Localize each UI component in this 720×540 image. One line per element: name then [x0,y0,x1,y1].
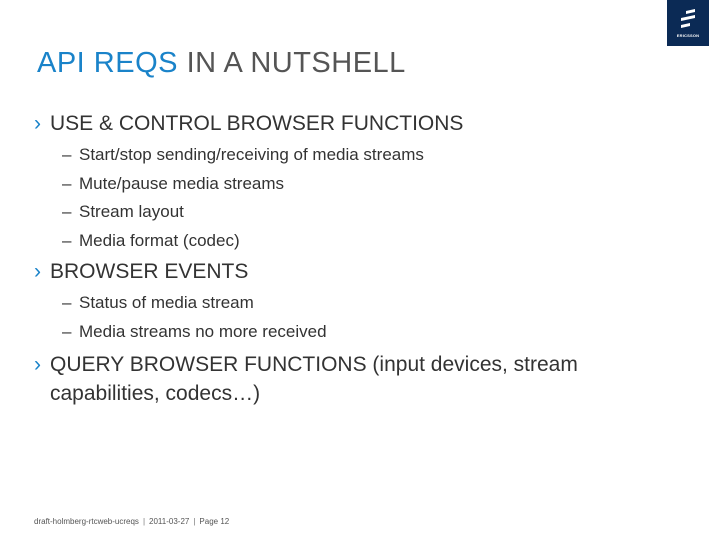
dash-icon: – [62,174,72,193]
chevron-right-icon: › [34,112,41,135]
bullet-text: QUERY BROWSER FUNCTIONS (input devices, stream [50,353,578,376]
bullet-item [34,258,248,286]
ericsson-logo [667,0,709,46]
footer-separator: | [142,517,146,526]
slide-footer [34,517,229,526]
sub-bullet-text: Media streams no more received [79,322,327,341]
bullet-text: BROWSER EVENTS [50,260,249,283]
footer-doc: draft-holmberg-rtcweb-ucreqs [34,517,139,526]
dash-icon: – [62,145,72,164]
dash-icon: – [62,231,72,250]
chevron-right-icon: › [34,353,41,376]
sub-bullet-item [62,201,184,223]
bullet-text: USE & CONTROL BROWSER FUNCTIONS [50,112,464,135]
bullet-continuation: capabilities, codecs…) [50,382,261,405]
footer-date: 2011-03-27 [149,517,190,526]
title-rest: IN A NUTSHELL [186,47,406,79]
sub-bullet-item [62,321,327,343]
sub-bullet-item [62,173,284,195]
sub-bullet-item [62,230,240,252]
slide-title [37,47,406,79]
ericsson-logo-icon [676,9,700,29]
sub-bullet-item [62,144,424,166]
title-accent: API REQS [37,47,178,79]
sub-bullet-text: Mute/pause media streams [79,174,285,193]
sub-bullet-item [62,292,254,314]
bullet-item [34,351,578,379]
sub-bullet-text: Status of media stream [79,293,254,312]
footer-separator: | [193,517,196,526]
dash-icon: – [62,322,72,341]
dash-icon: – [62,293,72,312]
sub-bullet-text: Stream layout [79,202,184,221]
dash-icon: – [62,202,72,221]
chevron-right-icon: › [34,260,41,283]
bullet-item [34,110,463,138]
sub-bullet-text: Start/stop sending/receiving of media streams [79,145,424,164]
logo-wordmark: ERICSSON [676,33,700,38]
sub-bullet-text: Media format (codec) [79,231,240,250]
footer-page: Page 12 [199,517,230,526]
